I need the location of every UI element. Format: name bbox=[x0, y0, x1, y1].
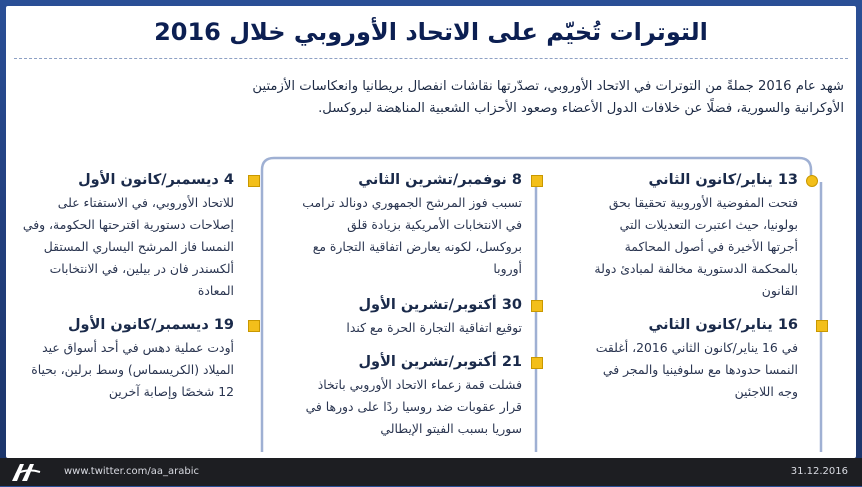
event-text: فشلت قمة زعماء الاتحاد الأوروبي باتخاذ قرار عقوبات ضد روسيا ردًا على دورها في سوريا بسبب الفيتو الإيطالي bbox=[305, 377, 522, 436]
timeline-marker bbox=[531, 357, 543, 369]
event-date: 8 نوفمبر/تشرين الثاني bbox=[358, 172, 522, 188]
event-nov-8 bbox=[302, 170, 522, 280]
event-text: توقيع اتفاقية التجارة الحرة مع كندا bbox=[346, 320, 522, 335]
timeline-marker bbox=[248, 175, 260, 187]
event-date: 4 ديسمبر/كانون الأول bbox=[78, 172, 234, 188]
publish-date: 31.12.2016 bbox=[790, 466, 848, 477]
event-text: فتحت المفوضية الأوروبية تحقيقا بحق بولونيا، حيث اعتبرت التعديلات التي أجرتها الأخيرة في أصول المحاكمة بالمحكمة الدستورية مخالفة لمبادئ دولة القانون bbox=[594, 195, 798, 298]
event-date: 30 أكتوبر/تشرين الأول bbox=[358, 297, 522, 313]
event-text: للاتحاد الأوروبي، في الاستفتاء على إصلاحات دستورية اقترحتها الحكومة، وفي النمسا فاز المرشح اليساري المستقل ألكسندر فان در بيلين، في الانتخابات المعادة bbox=[22, 195, 234, 298]
event-dec-4 bbox=[14, 170, 234, 302]
event-oct-30 bbox=[302, 295, 522, 339]
twitter-url[interactable]: www.twitter.com/aa_arabic bbox=[64, 466, 200, 477]
page-title: التوترات تُخيّم على الاتحاد الأوروبي خلال 2016 bbox=[154, 18, 708, 46]
timeline-marker bbox=[531, 175, 543, 187]
event-text: تسبب فوز المرشح الجمهوري دونالد ترامب في الانتخابات الأمريكية بزيادة قلق بروكسل، لكونه يعارض اتفاقية التجارة مع أوروبا bbox=[302, 195, 522, 276]
event-text: في 16 يناير/كانون الثاني 2016، أغلقت النمسا حدودها مع سلوفينيا والمجر في وجه اللاجئين bbox=[595, 340, 798, 399]
aa-logo-mark bbox=[10, 462, 44, 482]
event-text: أودت عملية دهس في أحد أسواق عيد الميلاد (الكريسماس) وسط برلين، بحياة 12 شخصًا وإصابة آخرين bbox=[31, 340, 234, 399]
footer-bar bbox=[0, 458, 862, 486]
timeline-marker bbox=[248, 320, 260, 332]
event-date: 21 أكتوبر/تشرين الأول bbox=[358, 354, 522, 370]
intro-paragraph: شهد عام 2016 جملةً من التوترات في الاتحاد الأوروبي، تصدّرتها نقاشات انفصال بريطانيا وانعكاسات الأزمتين الأوكرانية والسورية، فضلًا عن خلافات الدول الأعضاء وصعود الأحزاب الشعبية المناهضة لبروكسل. bbox=[252, 79, 844, 116]
event-jan-13 bbox=[590, 170, 798, 302]
event-date: 13 يناير/كانون الثاني bbox=[648, 172, 798, 188]
event-jan-16 bbox=[590, 315, 798, 403]
event-oct-21 bbox=[302, 352, 522, 440]
event-dec-19 bbox=[14, 315, 234, 403]
timeline-marker bbox=[531, 300, 543, 312]
event-date: 16 يناير/كانون الثاني bbox=[648, 317, 798, 333]
timeline-marker bbox=[806, 175, 818, 187]
timeline-marker bbox=[816, 320, 828, 332]
event-date: 19 ديسمبر/كانون الأول bbox=[67, 317, 234, 333]
aa-logo bbox=[10, 462, 46, 482]
